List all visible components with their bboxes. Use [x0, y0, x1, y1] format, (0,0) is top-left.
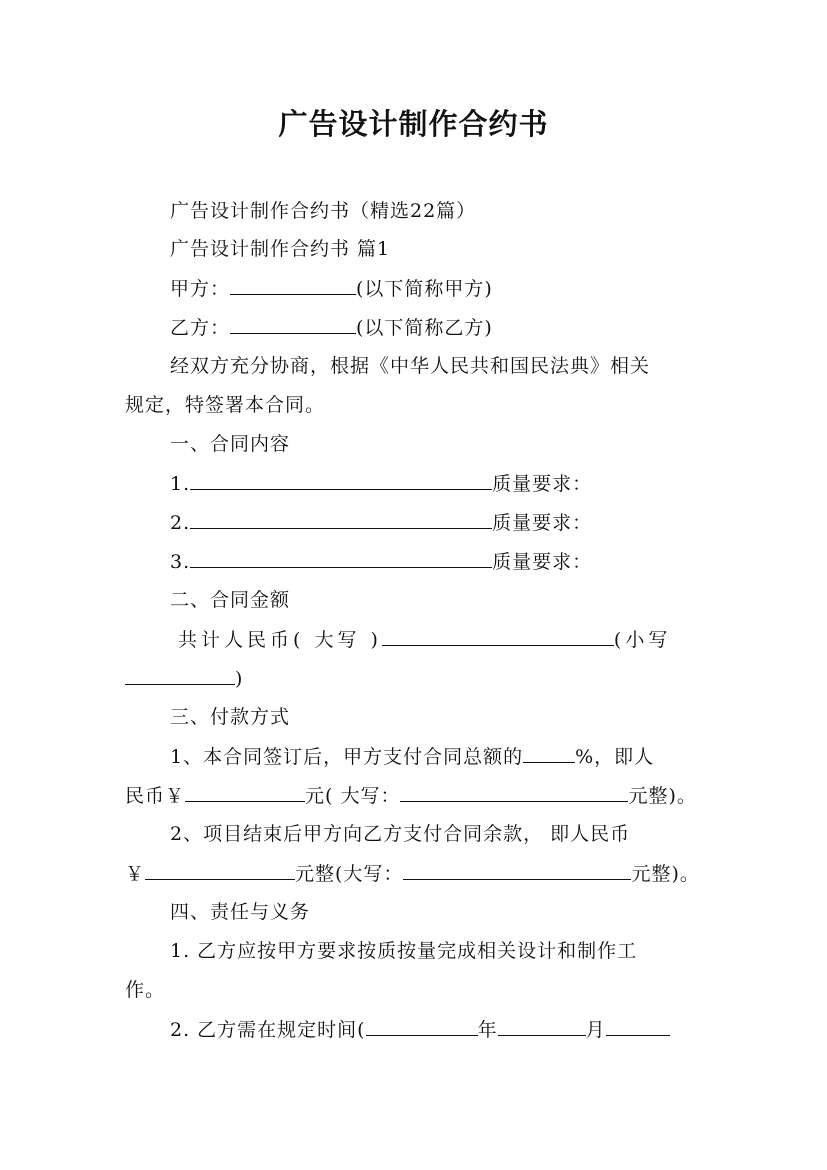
party-a-line [170, 276, 493, 301]
document-subtitle: 广告设计制作合约书（精选22篇） [170, 200, 477, 222]
party-a-blank [230, 276, 356, 295]
amount-close-paren: ) [235, 668, 244, 690]
party-b-blank [230, 315, 356, 334]
duty-2-line [170, 1017, 670, 1042]
yuan-label: 元整)。 [628, 785, 697, 807]
content-item [170, 471, 592, 496]
yuan-label: 元整)。 [631, 863, 700, 885]
capital-blank [400, 783, 628, 802]
amount-small-label: (小写 [613, 629, 672, 651]
month-label: 月 [585, 1019, 606, 1041]
intro-line-2: 规定，特签署本合同。 [125, 394, 326, 416]
item-blank [190, 471, 492, 490]
amount-small-blank [125, 666, 235, 685]
day-blank [606, 1017, 670, 1036]
amount-capital-label: 共计人民币( 大写 ) [178, 629, 382, 651]
capital-label: 元( 大写： [305, 785, 401, 807]
section-2-heading: 二、合同金额 [170, 589, 291, 611]
amount-capital-blank [382, 627, 614, 646]
duty-2-text: 2. 乙方需在规定时间( [170, 1019, 366, 1041]
payment-2-line-2 [125, 861, 700, 886]
rmb-label: 民币￥ [125, 785, 186, 807]
party-a-label: 甲方： [170, 278, 231, 300]
section-3-heading: 三、付款方式 [170, 706, 291, 728]
payment-1-text: 1、本合同签订后，甲方支付合同总额的 [170, 746, 524, 768]
item-blank [190, 510, 492, 529]
quality-label: 质量要求： [492, 551, 593, 573]
document-title: 广告设计制作合约书 [278, 107, 549, 141]
party-b-note: (以下简称乙方) [356, 317, 493, 339]
payment-1-percent: %，即人 [575, 746, 655, 768]
section-1-heading: 一、合同内容 [170, 433, 291, 455]
party-b-label: 乙方： [170, 317, 231, 339]
payment-1-line-2 [125, 783, 697, 808]
capital-blank [403, 861, 631, 880]
month-blank [498, 1017, 586, 1036]
intro-line-1: 经双方充分协商，根据《中华人民共和国民法典》相关 [170, 355, 651, 377]
year-blank [366, 1017, 478, 1036]
percent-blank [523, 744, 575, 763]
yen-label: ￥ [125, 863, 146, 885]
duty-1-line-1: 1. 乙方应按甲方要求按质按量完成相关设计和制作工 [170, 940, 638, 962]
item-number: 1. [170, 473, 191, 495]
capital-label: 元整(大写： [295, 863, 404, 885]
quality-label: 质量要求： [492, 512, 593, 534]
quality-label: 质量要求： [492, 473, 593, 495]
duty-1-line-2: 作。 [125, 979, 166, 1001]
yen-blank [145, 861, 295, 880]
section-4-heading: 四、责任与义务 [170, 901, 311, 923]
item-number: 2. [170, 512, 191, 534]
rmb-blank [185, 783, 305, 802]
year-label: 年 [477, 1019, 498, 1041]
chapter-heading: 广告设计制作合约书 篇1 [170, 238, 391, 260]
payment-1-line-1 [170, 744, 654, 769]
content-item [170, 549, 592, 574]
party-b-line [170, 315, 493, 340]
amount-line-1 [178, 627, 671, 652]
amount-line-2 [125, 666, 243, 691]
party-a-note: (以下简称甲方) [356, 278, 493, 300]
item-blank [190, 549, 492, 568]
payment-2-line-1: 2、项目结束后甲方向乙方支付合同余款， 即人民币 [170, 823, 631, 845]
item-number: 3. [170, 551, 191, 573]
content-item [170, 510, 592, 535]
